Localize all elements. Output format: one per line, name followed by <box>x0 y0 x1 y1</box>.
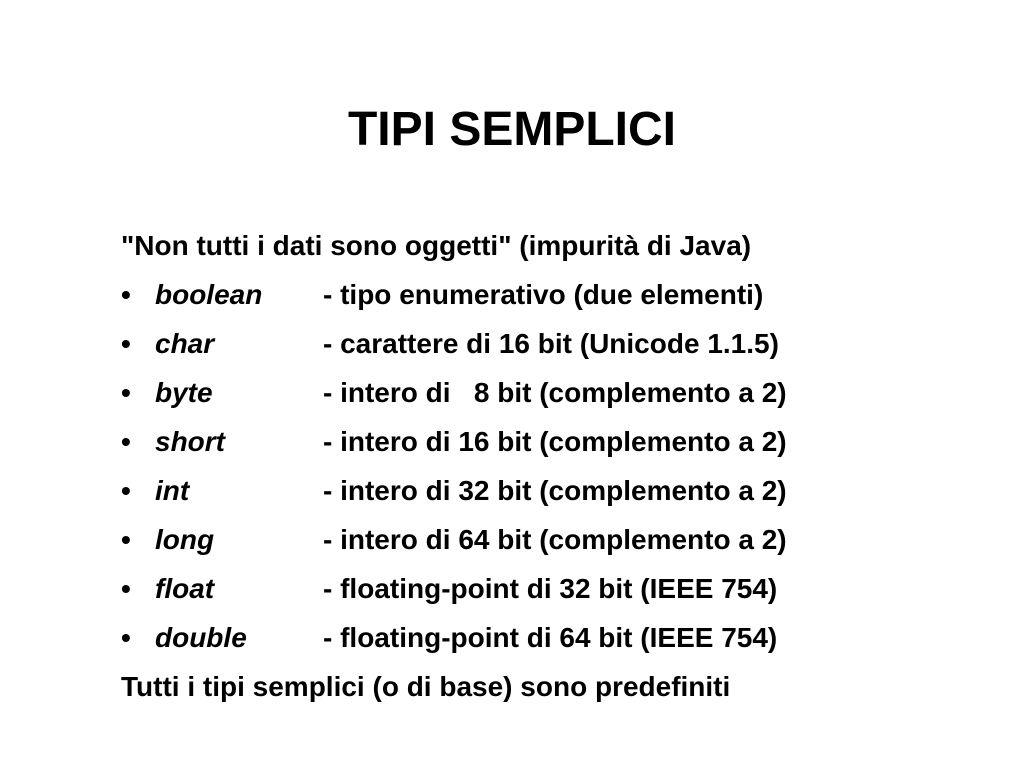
list-item <box>121 564 981 613</box>
bullet-icon: • <box>121 622 131 653</box>
bullet-icon: • <box>121 377 131 408</box>
type-description: - intero di 32 bit (complemento a 2) <box>323 475 787 506</box>
type-name: long <box>155 524 215 555</box>
type-description: - intero di 64 bit (complemento a 2) <box>323 524 787 555</box>
intro-line: "Non tutti i dati sono oggetti" (impurità di Java) <box>121 230 752 261</box>
type-description: - intero di 16 bit (complemento a 2) <box>323 426 787 457</box>
bullet-icon: • <box>121 328 131 359</box>
bullet-icon: • <box>121 475 131 506</box>
list-item <box>121 613 981 662</box>
type-description: - tipo enumerativo (due elementi) <box>323 279 764 310</box>
list-item <box>121 515 981 564</box>
slide-body <box>121 221 981 711</box>
list-item <box>121 466 981 515</box>
type-name: boolean <box>155 279 263 310</box>
type-name: char <box>155 328 215 359</box>
type-description: - floating-point di 32 bit (IEEE 754) <box>323 573 778 604</box>
bullet-icon: • <box>121 524 131 555</box>
type-name: float <box>155 573 215 604</box>
type-name: byte <box>155 377 213 408</box>
list-item <box>121 270 981 319</box>
type-description: - carattere di 16 bit (Unicode 1.1.5) <box>323 328 779 359</box>
list-item <box>121 319 981 368</box>
list-item <box>121 368 981 417</box>
list-item <box>121 417 981 466</box>
type-description: - intero di 8 bit (complemento a 2) <box>323 377 787 408</box>
type-name: double <box>155 622 247 653</box>
slide-title: TIPI SEMPLICI <box>347 103 677 156</box>
footer-line: Tutti i tipi semplici (o di base) sono predefiniti <box>121 671 731 702</box>
bullet-icon: • <box>121 279 131 310</box>
bullet-icon: • <box>121 573 131 604</box>
type-name: int <box>155 475 190 506</box>
bullet-icon: • <box>121 426 131 457</box>
type-description: - floating-point di 64 bit (IEEE 754) <box>323 622 778 653</box>
type-name: short <box>155 426 225 457</box>
